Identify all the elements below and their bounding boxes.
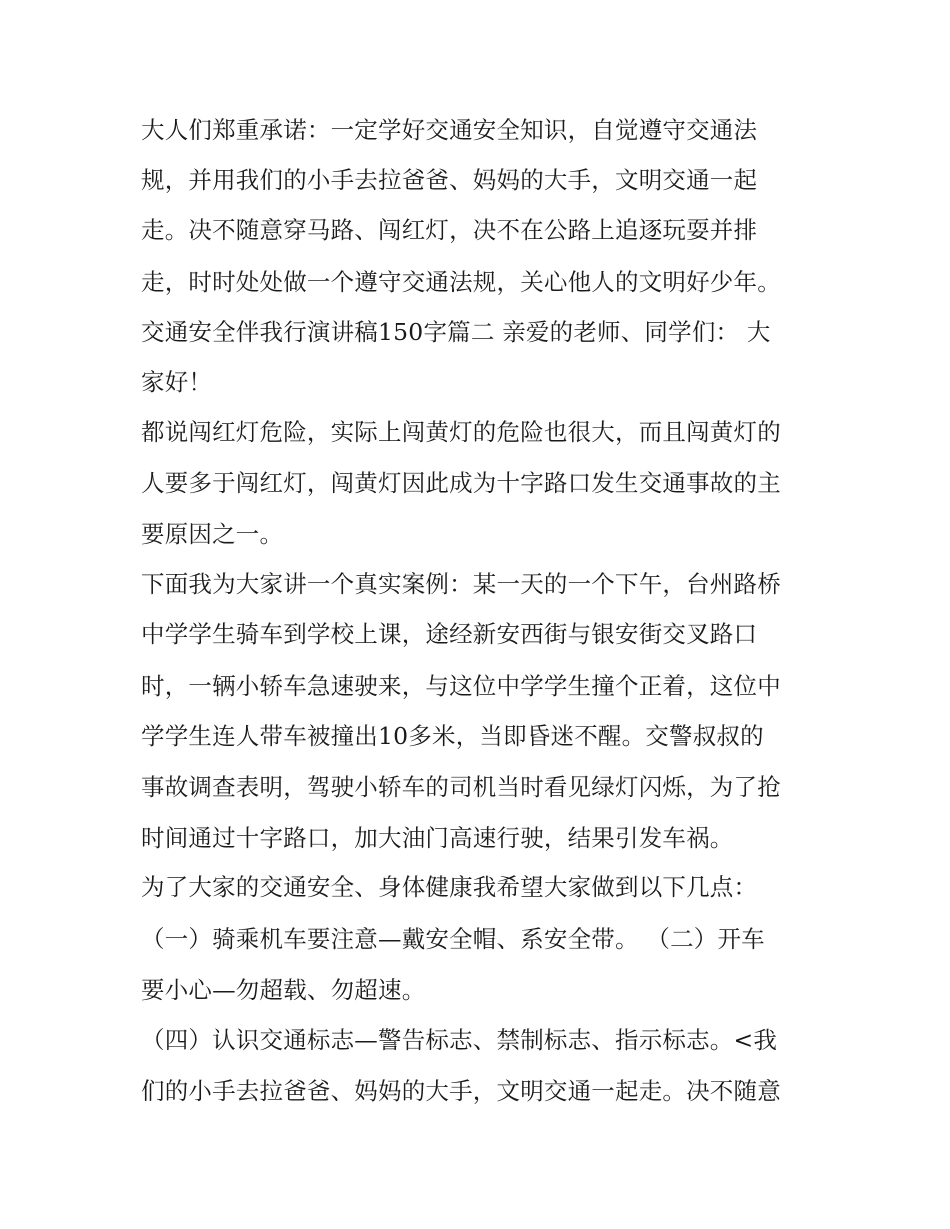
text-line: 为了大家的交通安全、身体健康我希望大家做到以下几点： — [141, 873, 758, 901]
text-line: 都说闯红灯危险，实际上闯黄灯的危险也很大，而且闯黄灯的 — [141, 418, 781, 446]
text-line: 事故调查表明，驾驶小轿车的司机当时看见绿灯闪烁，为了抢 — [141, 773, 781, 801]
text-line: 时间通过十字路口，加大油门高速行驶，结果引发车祸。 — [141, 824, 734, 852]
text-line: 要小心—勿超载、勿超速。 — [141, 976, 426, 1004]
text-line: 规，并用我们的小手去拉爸爸、妈妈的大手，文明交通一起 — [141, 166, 758, 194]
text-line: 们的小手去拉爸爸、妈妈的大手，文明交通一起走。决不随意 — [141, 1077, 781, 1105]
text-line: 下面我为大家讲一个真实案例：某一天的一个下午，台州路桥 — [141, 570, 781, 598]
text-line: 大人们郑重承诺：一定学好交通安全知识，自觉遵守交通法 — [141, 116, 758, 144]
text-line: 家好！ — [141, 368, 213, 396]
text-line: 走。决不随意穿马路、闯红灯，决不在公路上追逐玩耍并排 — [141, 216, 758, 244]
text-line: 中学学生骑车到学校上课，途经新安西街与银安街交叉路口 — [141, 620, 758, 648]
text-line: 学学生连人带车被撞出10多米，当即昏迷不醒。交警叔叔的 — [141, 722, 764, 750]
text-line: 要原因之一。 — [141, 520, 284, 548]
text-line: 走，时时处处做一个遵守交通法规，关心他人的文明好少年。 — [141, 268, 781, 296]
text-line: 人要多于闯红灯，闯黄灯因此成为十字路口发生交通事故的主 — [141, 469, 781, 497]
text-line: （一）骑乘机车要注意—戴安全帽、系安全带。 （二）开车 — [141, 925, 765, 953]
text-line: 时，一辆小轿车急速驶来，与这位中学学生撞个正着，这位中 — [141, 672, 781, 700]
text-line: （四）认识交通标志—警告标志、禁制标志、指示标志。<我 — [141, 1026, 778, 1054]
text-line: 交通安全伴我行演讲稿150字篇二 亲爱的老师、同学们： 大 — [141, 318, 771, 346]
